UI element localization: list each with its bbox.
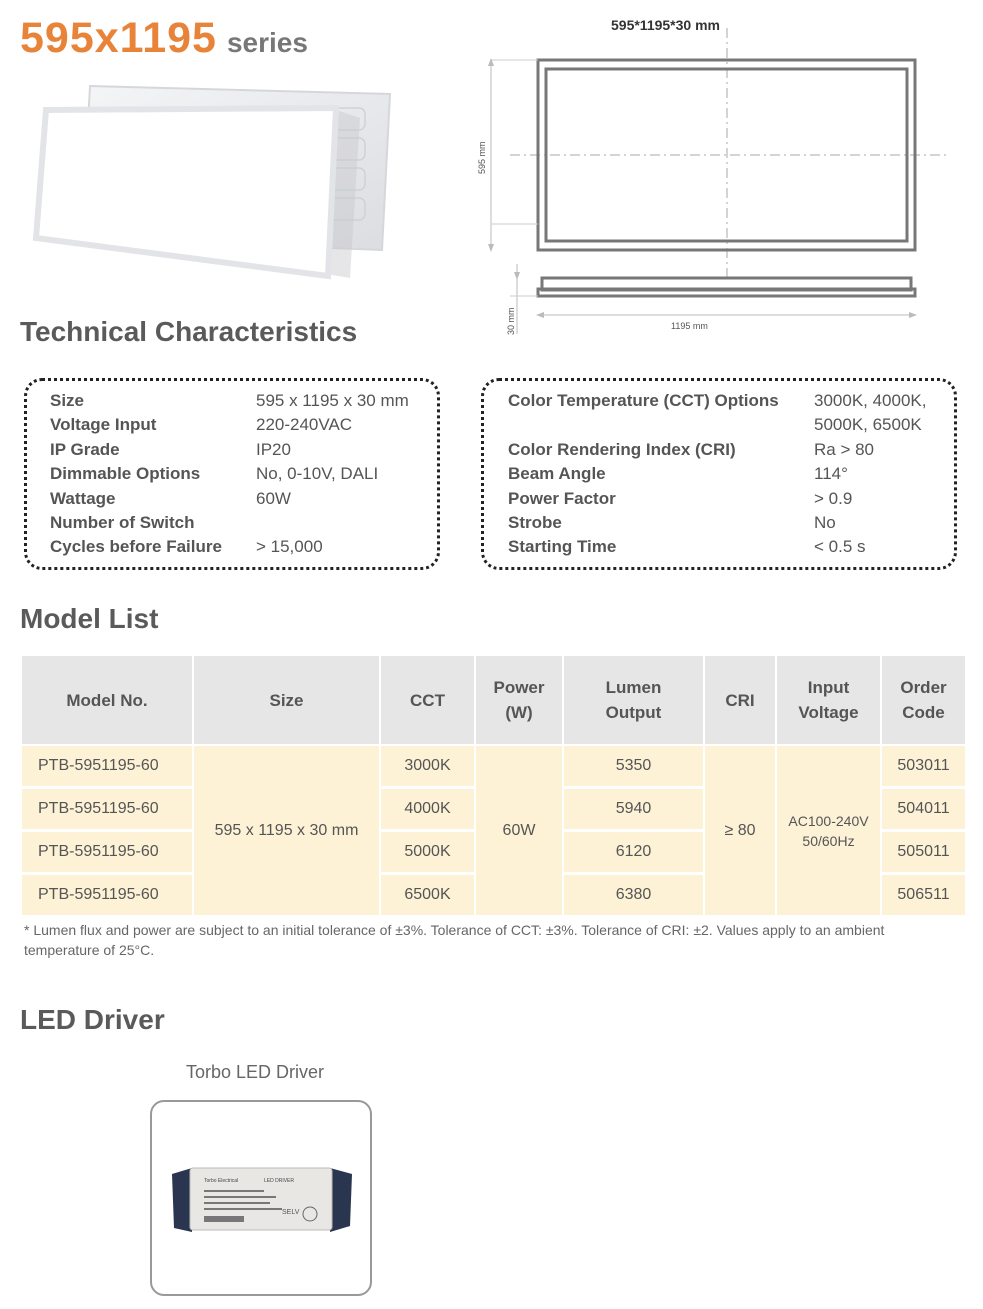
lumen-cell: 6120: [564, 832, 703, 875]
model-list-heading: Model List: [20, 603, 159, 634]
power-cell: 60W: [476, 746, 562, 918]
tech-spec-box-left: Size 595 x 1195 x 30 mm Voltage Input 220-240VAC IP Grade IP20 Dimmable Options No, 0-10V, DALI Wattage 60W Number of Switch Cycles before Failure > 15,000: [24, 378, 440, 570]
col-input-header: Input Voltage: [777, 656, 880, 746]
lumen-cell: 5940: [564, 789, 703, 832]
col-lumen-header: Lumen Output: [564, 656, 703, 746]
series-title: [20, 14, 308, 63]
col-cct-header: CCT: [381, 656, 474, 746]
cri-cell: ≥ 80: [705, 746, 775, 918]
table-row: [22, 746, 965, 789]
panel-product-image: [30, 78, 400, 283]
cct-cell: 6500K: [381, 875, 474, 918]
cct-cell: 5000K: [381, 832, 474, 875]
order-code-cell: 504011: [882, 789, 965, 832]
model-cell: PTB-5951195-60: [22, 875, 192, 918]
technical-drawing: [470, 12, 960, 342]
series-word: series: [226, 27, 308, 58]
driver-label-mark: SELV: [282, 1209, 300, 1216]
model-cell: PTB-5951195-60: [22, 789, 192, 832]
driver-end-cap-left: [172, 1168, 192, 1232]
table-header-row: [22, 656, 965, 746]
cct-cell: 4000K: [381, 789, 474, 832]
model-cell: PTB-5951195-60: [22, 832, 192, 875]
cct-cell: 3000K: [381, 746, 474, 789]
order-code-cell: 503011: [882, 746, 965, 789]
col-size-header: Size: [194, 656, 379, 746]
driver-label-type: LED DRIVER: [264, 1178, 295, 1184]
input-voltage-cell: AC100-240V 50/60Hz: [777, 746, 880, 918]
col-order-header: Order Code: [882, 656, 965, 746]
drawing-title: 595*1195*30 mm: [611, 17, 720, 33]
tolerance-note: * Lumen flux and power are subject to an initial tolerance of ±3%. Tolerance of CCT: ±3%. Tolerance of CRI: ±2. Values apply to an ambient temperature of 25°C.: [24, 922, 885, 958]
driver-label-brand: Torbo Electrical: [204, 1178, 239, 1184]
width-label: 1195 mm: [671, 321, 708, 331]
led-driver-heading: LED Driver: [20, 1004, 165, 1035]
size-cell: 595 x 1195 x 30 mm: [194, 746, 379, 918]
side-view-flange: [538, 289, 915, 296]
col-power-header: Power (W): [476, 656, 562, 746]
tech-heading: Technical Characteristics: [20, 316, 358, 347]
order-code-cell: 505011: [882, 832, 965, 875]
depth-label: 30 mm: [506, 307, 516, 335]
model-table: [20, 656, 967, 918]
driver-title: Torbo LED Driver: [186, 1062, 325, 1082]
driver-image-card: [150, 1100, 372, 1296]
driver-end-cap-right: [330, 1168, 352, 1232]
order-code-cell: 506511: [882, 875, 965, 918]
height-label: 595 mm: [477, 141, 487, 174]
lumen-cell: 6380: [564, 875, 703, 918]
series-code: 595x1195: [20, 14, 217, 62]
lumen-cell: 5350: [564, 746, 703, 789]
driver-image: [152, 1102, 370, 1294]
panel-front-image: [36, 108, 336, 276]
model-cell: PTB-5951195-60: [22, 746, 192, 789]
col-cri-header: CRI: [705, 656, 775, 746]
col-model-header: Model No.: [22, 656, 192, 746]
tech-spec-box-right: Color Temperature (CCT) Options 3000K, 4000K, 5000K, 6500K Color Rendering Index (CRI) Ra > 80 Beam Angle 114° Power Factor > 0.9 Strobe No Starting Time < 0.5 s: [481, 378, 957, 570]
